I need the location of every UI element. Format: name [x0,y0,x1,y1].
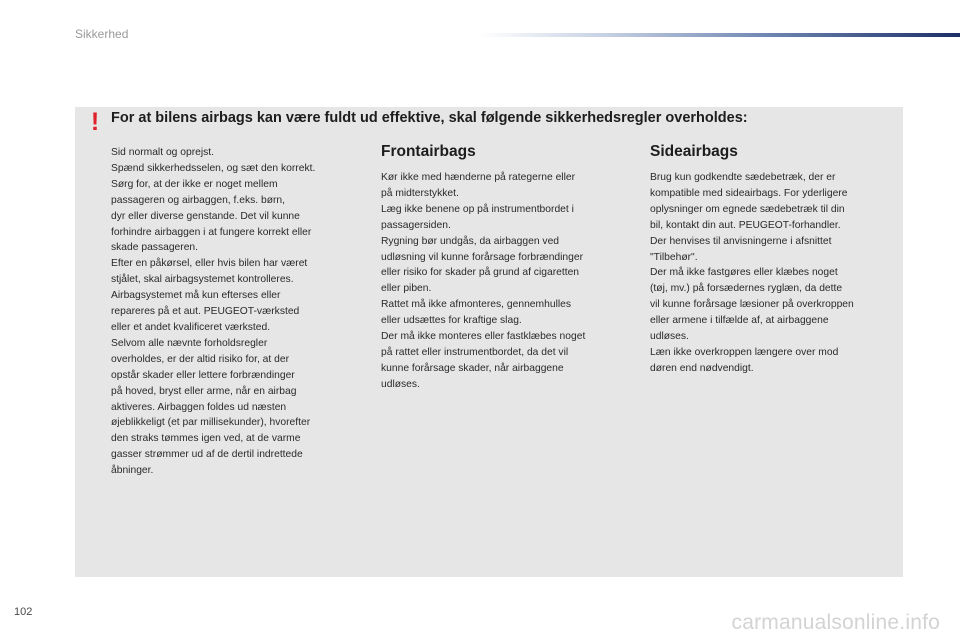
text-line: døren end nødvendigt. [650,362,754,374]
text-line: Der henvises til anvisningerne i afsnittet [650,235,832,247]
text-line: kompatible med sideairbags. For yderligere [650,187,848,199]
text-line: "Tilbehør". [650,251,698,263]
text-line: bil, kontakt din aut. PEUGEOT-forhandler. [650,219,841,231]
text-line: kunne forårsage skader, når airbaggene [381,362,564,374]
text-line: eller armene i tilfælde af, at airbaggene [650,315,829,327]
text-line: aktiveres. Airbaggen foldes ud næsten [111,401,287,413]
text-line: Der må ikke monteres eller fastklæbes noget [381,331,586,343]
text-line: Brug kun godkendte sædebetræk, der er [650,172,836,183]
exclamation-icon: ! [90,108,100,136]
sideairbags-text [650,170,900,377]
text-line: udløses. [381,378,420,390]
text-line: forhindre airbaggen i at fungere korrekt eller [111,226,312,238]
text-line: Kør ikke med hænderne på rategerne eller [381,172,576,183]
page-number: 102 [14,606,33,618]
text-line: vil kunne forårsage læsioner på overkroppen [650,299,854,311]
text-line: øjeblikkeligt (et par millisekunder), hvorefter [111,417,311,429]
text-line: udløses. [650,331,689,343]
notice-title: For at bilens airbags kan være fuldt ud effektive, skal følgende sikkerhedsregler overholdes: [111,110,748,126]
text-line: eller et andet kvalificeret værksted. [111,321,271,333]
text-line: Airbagsystemet må kun efterses eller [111,290,281,302]
text-line: på hoved, bryst eller arme, når en airbag [111,385,297,397]
text-line: Rattet må ikke afmonteres, gennemhulles [381,299,572,311]
sideairbags-column [650,142,900,377]
text-line: repareres på et aut. PEUGEOT-værksted [111,306,300,318]
text-line: Sid normalt og oprejst. [111,147,215,158]
text-line: (tøj, mv.) på forsædernes ryglæn, da dette [650,283,843,295]
text-line: Spænd sikkerhedsselen, og sæt den korrekt. [111,162,316,174]
text-line: oplysninger om egnede sædebetræk til din [650,203,845,215]
text-line: åbninger. [111,465,154,477]
text-line: eller udsættes for kraftige slag. [381,315,522,327]
watermark-text: carmanualsonline.info [731,611,940,634]
text-line: passagersiden. [381,219,451,231]
text-line: Der må ikke fastgøres eller klæbes noget [650,267,838,279]
text-line: udløsning vil kunne forårsage forbrændinger [381,251,584,263]
frontairbags-heading: Frontairbags [381,143,476,160]
text-line: Efter en påkørsel, eller hvis bilen har været [111,258,308,270]
general-rules-column [111,145,369,479]
frontairbags-text [381,170,636,393]
general-rules-text [111,145,369,479]
text-line: passageren og airbaggen, f.eks. børn, [111,194,286,206]
text-line: på midterstykket. [381,187,459,199]
text-line: eller risiko for skader på grund af cigaretten [381,267,580,279]
text-line: på rattet eller instrumentbordet, da det vil [381,346,569,358]
text-line: Læn ikke overkroppen længere over mod [650,346,839,358]
text-line: Læg ikke benene op på instrumentbordet i [381,203,574,215]
frontairbags-column [381,142,636,393]
text-line: dyr eller diverse genstande. Det vil kunne [111,210,300,222]
sideairbags-heading: Sideairbags [650,143,738,160]
text-line: overholdes, er der altid risiko for, at der [111,353,289,365]
text-line: stjålet, skal airbagsystemet kontrolleres. [111,274,294,286]
text-line: den straks tømmes igen ved, at de varme [111,433,301,445]
text-line: eller piben. [381,283,432,295]
text-line: opstår skader eller lettere forbrændinger [111,369,295,381]
text-line: gasser strømmer ud af de dertil indrettede [111,449,303,461]
text-line: Rygning bør undgås, da airbaggen ved [381,235,560,247]
text-line: skade passageren. [111,242,199,254]
text-line: Selvom alle nævnte forholdsregler [111,337,268,349]
header-gradient-bar [480,33,960,37]
text-line: Sørg for, at der ikke er noget mellem [111,178,278,190]
section-label: Sikkerhed [75,27,129,41]
